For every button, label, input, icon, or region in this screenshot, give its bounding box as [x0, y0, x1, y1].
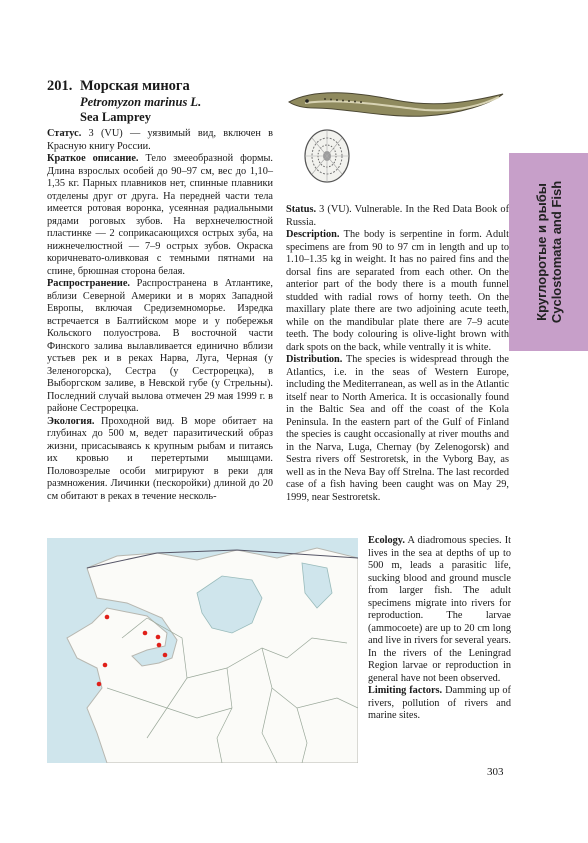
distribution-label-en: Distribution. [286, 354, 343, 365]
russian-text-column [47, 128, 273, 503]
description-text-ru: Тело змееобразной формы. Длина взрослых особей до 90–97 см, вес до 1,10–1,35 кг. Парных плавников нет, спинные плавники отделены друг от друга. На передней части тела имеется ротовая воронка, усеянная радиальными рядами роговых зубов. На верхнечелюстной пластинке — 2 соприкасающихся острых зуба, на нижнечелюстной — 7–9 острых зубов. Окраска коричневато-оливковая с темными пятнами на спине, брюшная сторона белая. [47, 153, 273, 277]
ecology-text-ru: Проходной вид. В море обитает на глубинах до 500 м, ведет паразитический образ жизни, присасываясь к крупным рыбам и питаясь их кровью и перетертыми мышцами. Половозрелые особи мигрируют в реки для размножения. Личинки (пескоройки) длиной до 20 см обитают в реках в течение несколь- [47, 415, 274, 502]
ecology-text-en: A diadromous species. It lives in the sea at depths of up to 500 m, leads a parasitic life, sucking blood and ground muscle from larger fish. The adult specimens migrate into rivers for reproduction. The larvae (ammocoete) are up to 20 cm long and live in rivers for several years. In the rivers of the Leningrad Region larvae or reproduction in general have not been observed. [368, 535, 511, 684]
status-text-ru: 3 (VU) — уязвимый вид, включен в Красную книгу России. [47, 128, 273, 152]
side-tab-line-ru: Круглоротые и рыбы [533, 183, 549, 321]
description-text-en: The body is serpentine in form. Adult specimens are from 90 to 97 cm in length and up to 1.10–1.35 kg in weight. It has no paired fins and the dorsal fins are separated from each other. On the anterior part of the body there is a mouth funnel studded with radial rows of horny teeth. On the maxillary plate there are two adjoining acute teeth, while on the mandibular plate there are 7–9 acute teeth. The body colouring is olive-light brown with dark spots on the back, while ventrally it is white. [286, 229, 510, 353]
status-text-en: 3 (VU). Vulnerable. In the Red Data Book of Russia. [286, 204, 509, 228]
section-side-tab [509, 153, 588, 351]
species-title-latin: Petromyzon marinus L. [80, 95, 202, 109]
english-text-continued [368, 535, 511, 723]
status-label-ru: Статус. [47, 128, 82, 139]
english-text-column [286, 204, 509, 504]
distribution-text-en: The species is widespread through the Atlantics, i.e. in the seas of Western Europe, including the Mediterranean, as well as in the Atlantic itself near to North America. It is occasionally found in the Baltic Sea and off the coast of the Kola Peninsula. In the eastern part of the Gulf of Finland the species is caught occasionally at river mouths and in the Narva, Luga, Chernay (by Zelenogorsk) and Sestra rivers off Sestroretsk, in the Vyborg Bay, as well as in the Neva Bay off Strelna. The last recorded case of a fish having been caught was on May 29, 1999, near Sestroretsk. [286, 354, 510, 503]
page-number: 303 [487, 766, 504, 778]
limiting-factors-text-en: Damming up of rivers, pollution of rivers and marine sites. [368, 685, 511, 721]
species-title-ru: Морская минога [80, 78, 190, 94]
distribution-map [47, 538, 358, 763]
species-title-en: Sea Lamprey [80, 110, 151, 124]
lamprey-illustration [285, 80, 509, 190]
description-label-en: Description. [286, 229, 340, 240]
description-label-ru: Краткое описание. [47, 153, 139, 164]
status-label-en: Status. [286, 204, 317, 215]
distribution-text-ru: Распространена в Атлантике, вблизи Северной Америки и в морях Западной Европы, включая Средиземноморье. Изредка встречается в Балтийском море и у побережья Кольского полуострова. В восточной части Финского залива вылавливается единично вблизи устьев рек и в реках Нарва, Луга, Черная (у Зеленогорска), Сестра (у Сестрорецка), в Выборгском заливе, в Невской губе (у Стрельны). Последний случай вылова отмечен 29 мая 1999 г. в районе Сестрорецка. [47, 278, 273, 414]
mouth-disc-drawing [305, 130, 349, 182]
limiting-factors-label-en: Limiting factors. [368, 685, 443, 696]
ecology-label-ru: Экология. [47, 415, 95, 427]
species-number: 201. [47, 78, 73, 94]
distribution-label-ru: Распространение. [47, 278, 130, 289]
ecology-label-en: Ecology. [368, 535, 405, 546]
side-tab-line-en: Cyclostomata and Fish [548, 180, 564, 324]
